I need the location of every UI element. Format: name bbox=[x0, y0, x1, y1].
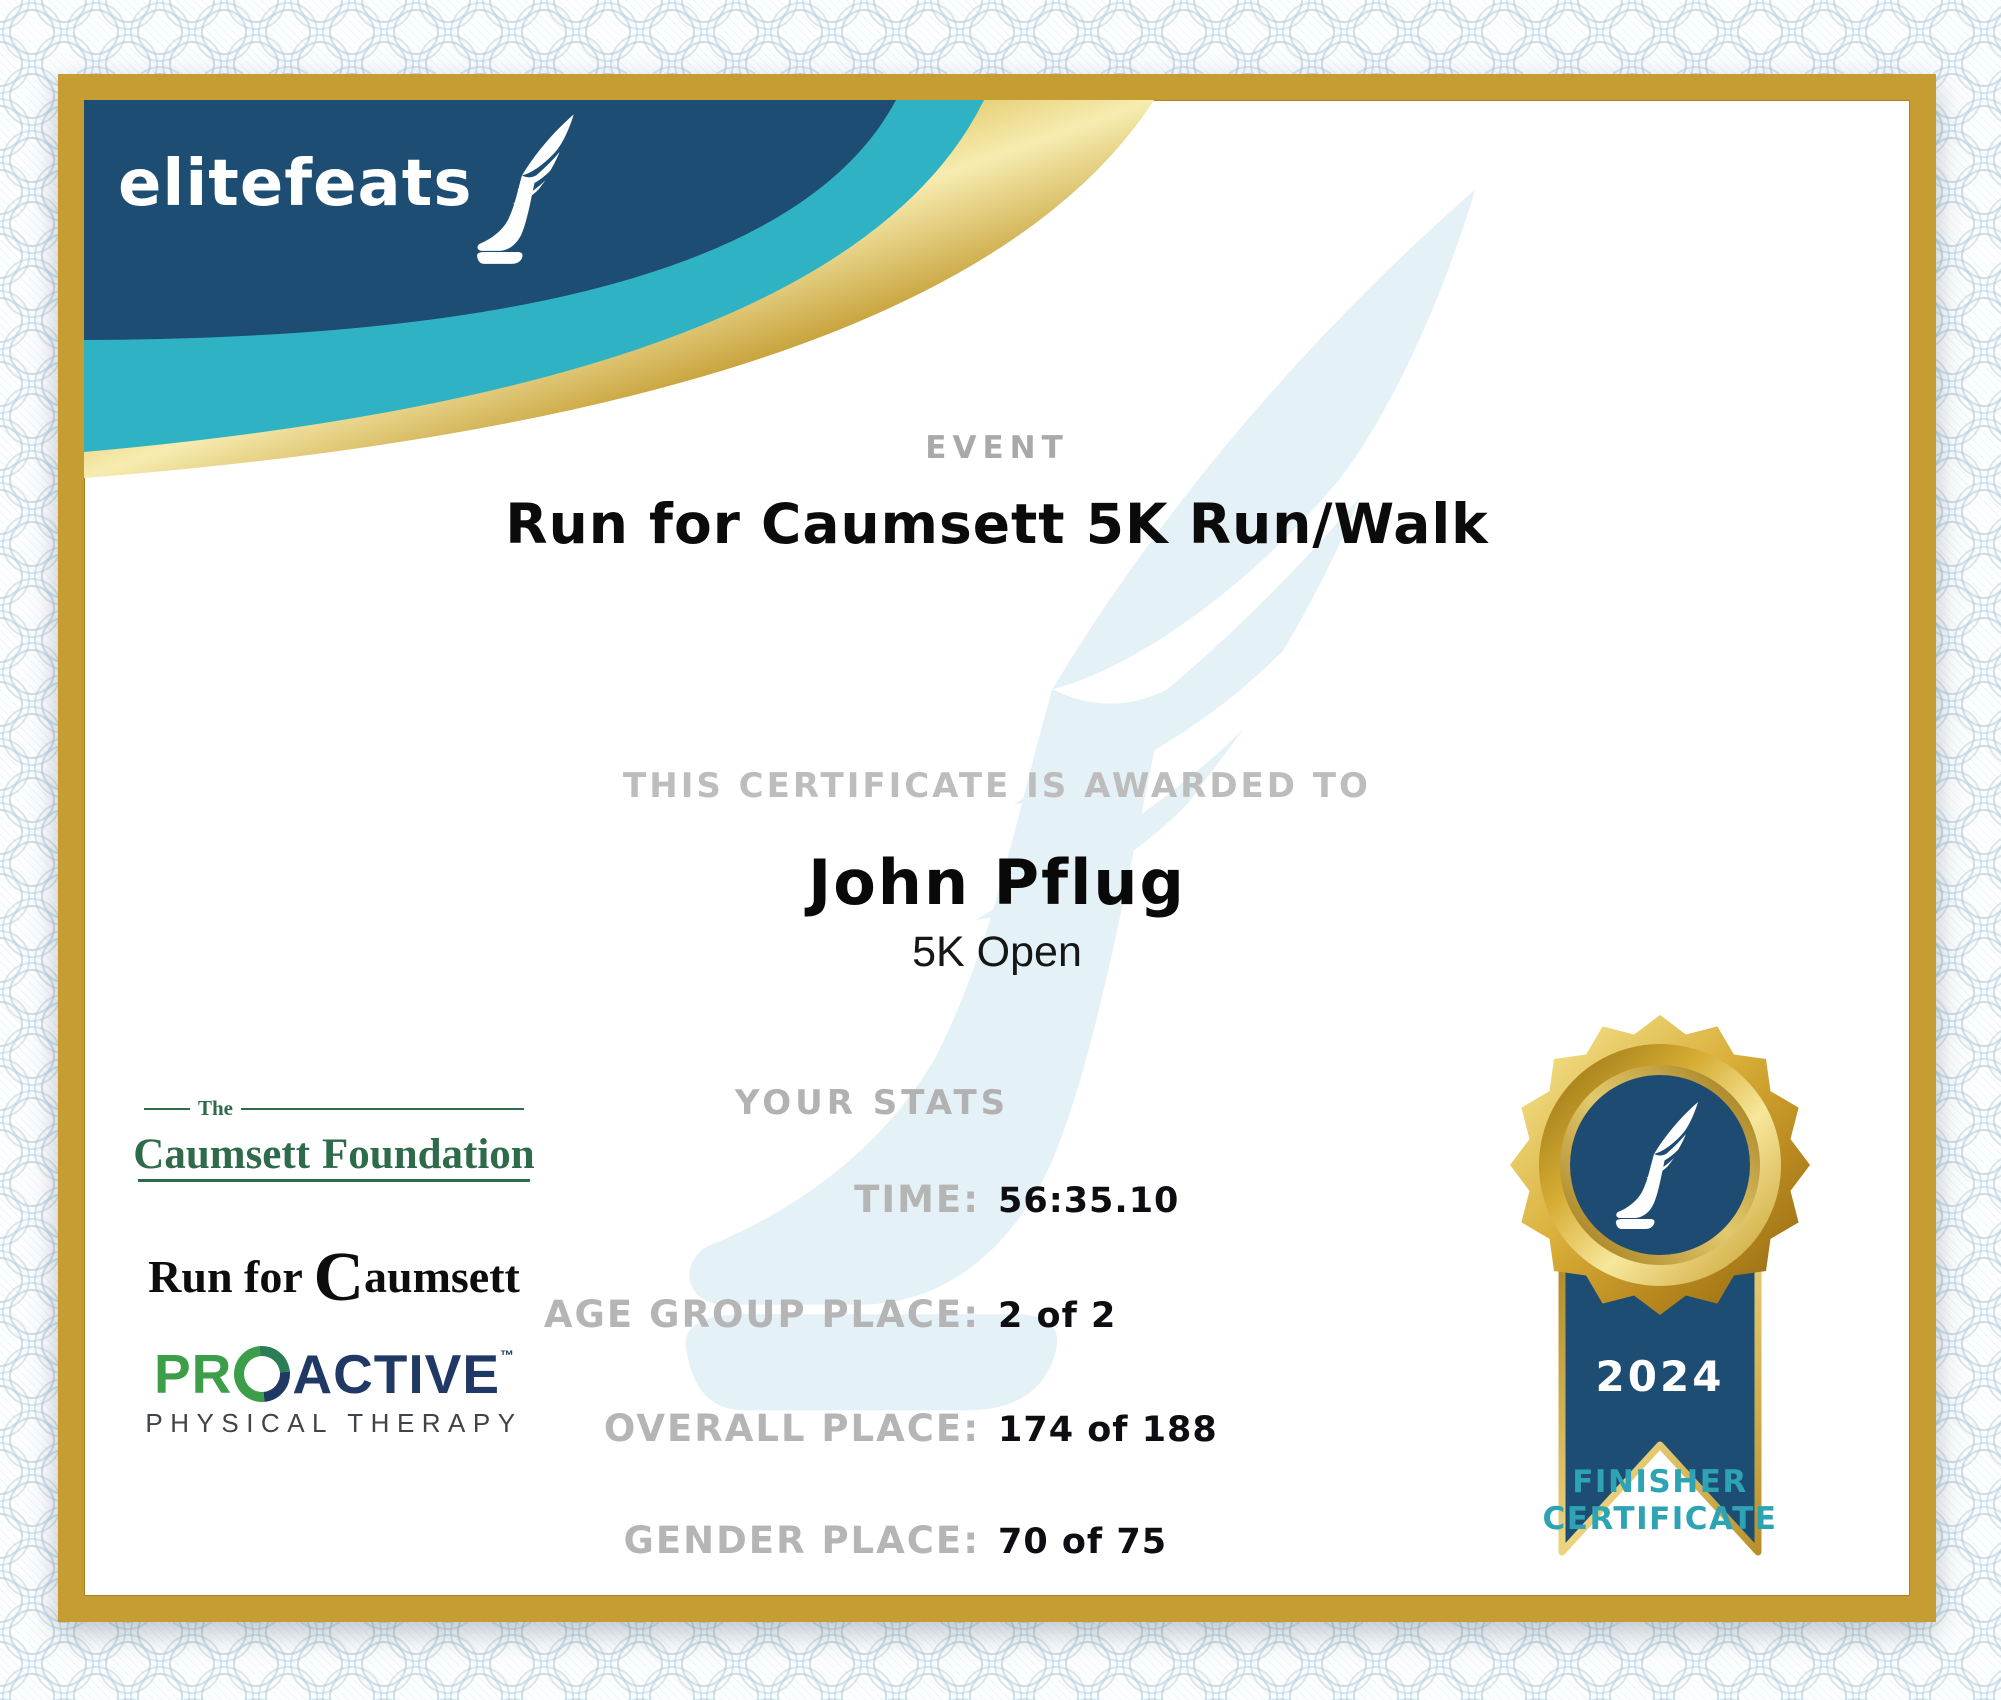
caumsett-foundation-main bbox=[133, 1119, 535, 1178]
caumsett-foundation-the: The bbox=[198, 1096, 234, 1120]
event-title: Run for Caumsett 5K Run/Walk bbox=[505, 492, 1489, 556]
stat-row-overall-place bbox=[360, 1407, 1600, 1450]
elitefeats-logo-text: elitefeats bbox=[118, 147, 473, 221]
caumsett-foundation-top-rule bbox=[138, 1096, 530, 1121]
caumsett-foundation-logo bbox=[133, 1096, 535, 1182]
stat-value-overall-place: 174 of 188 bbox=[998, 1410, 1218, 1450]
finisher-certificate-label bbox=[1490, 1464, 1830, 1537]
stat-value-time: 56:35.10 bbox=[998, 1181, 1180, 1221]
awarded-label: THIS CERTIFICATE IS AWARDED TO bbox=[623, 766, 1371, 806]
stat-label-overall-place: OVERALL PLACE: bbox=[603, 1407, 980, 1450]
proactive-physical-therapy-logo bbox=[138, 1342, 530, 1439]
stat-row-gender-place bbox=[360, 1519, 1600, 1562]
caumsett-foundation-right: Foundation bbox=[322, 1130, 535, 1178]
event-label: EVENT bbox=[925, 430, 1069, 466]
winged-foot-icon bbox=[470, 112, 588, 265]
stat-row-time bbox=[360, 1178, 1600, 1221]
proactive-physical-therapy-text: PHYSICAL THERAPY bbox=[145, 1408, 523, 1438]
run-for-caumsett-big-c: C bbox=[313, 1239, 364, 1316]
badge-year: 2024 bbox=[1595, 1352, 1725, 1401]
stat-value-age-group-place: 2 of 2 bbox=[998, 1296, 1117, 1336]
finisher-line2: CERTIFICATE bbox=[1542, 1500, 1778, 1537]
rule-line bbox=[241, 1108, 524, 1110]
stats-heading: YOUR STATS bbox=[734, 1083, 1010, 1123]
stat-row-age-group-place bbox=[360, 1293, 1600, 1336]
proactive-pr: PR bbox=[153, 1342, 233, 1405]
run-for-caumsett-pre: Run for bbox=[148, 1251, 314, 1302]
stat-label-time: TIME: bbox=[854, 1178, 980, 1221]
caumsett-foundation-left: Caumsett bbox=[133, 1130, 311, 1178]
division-name: 5K Open bbox=[912, 928, 1082, 976]
proactive-wordmark bbox=[138, 1342, 530, 1405]
finisher-line1: FINISHER bbox=[1572, 1464, 1748, 1500]
trademark-symbol: ™ bbox=[500, 1347, 515, 1363]
caumsett-foundation-bottom-rule bbox=[138, 1179, 530, 1182]
rule-line bbox=[144, 1108, 190, 1110]
run-for-caumsett-rest: aumsett bbox=[364, 1251, 520, 1302]
stat-label-gender-place: GENDER PLACE: bbox=[623, 1519, 980, 1562]
elitefeats-logo bbox=[118, 112, 588, 265]
stat-label-age-group-place: AGE GROUP PLACE: bbox=[543, 1293, 980, 1336]
proactive-active: ACTIVE bbox=[292, 1342, 501, 1405]
proactive-o-swoosh-icon bbox=[223, 1335, 302, 1414]
recipient-name: John Pflug bbox=[808, 846, 1186, 919]
run-for-caumsett-logo bbox=[138, 1239, 530, 1316]
stat-value-gender-place: 70 of 75 bbox=[998, 1522, 1168, 1562]
